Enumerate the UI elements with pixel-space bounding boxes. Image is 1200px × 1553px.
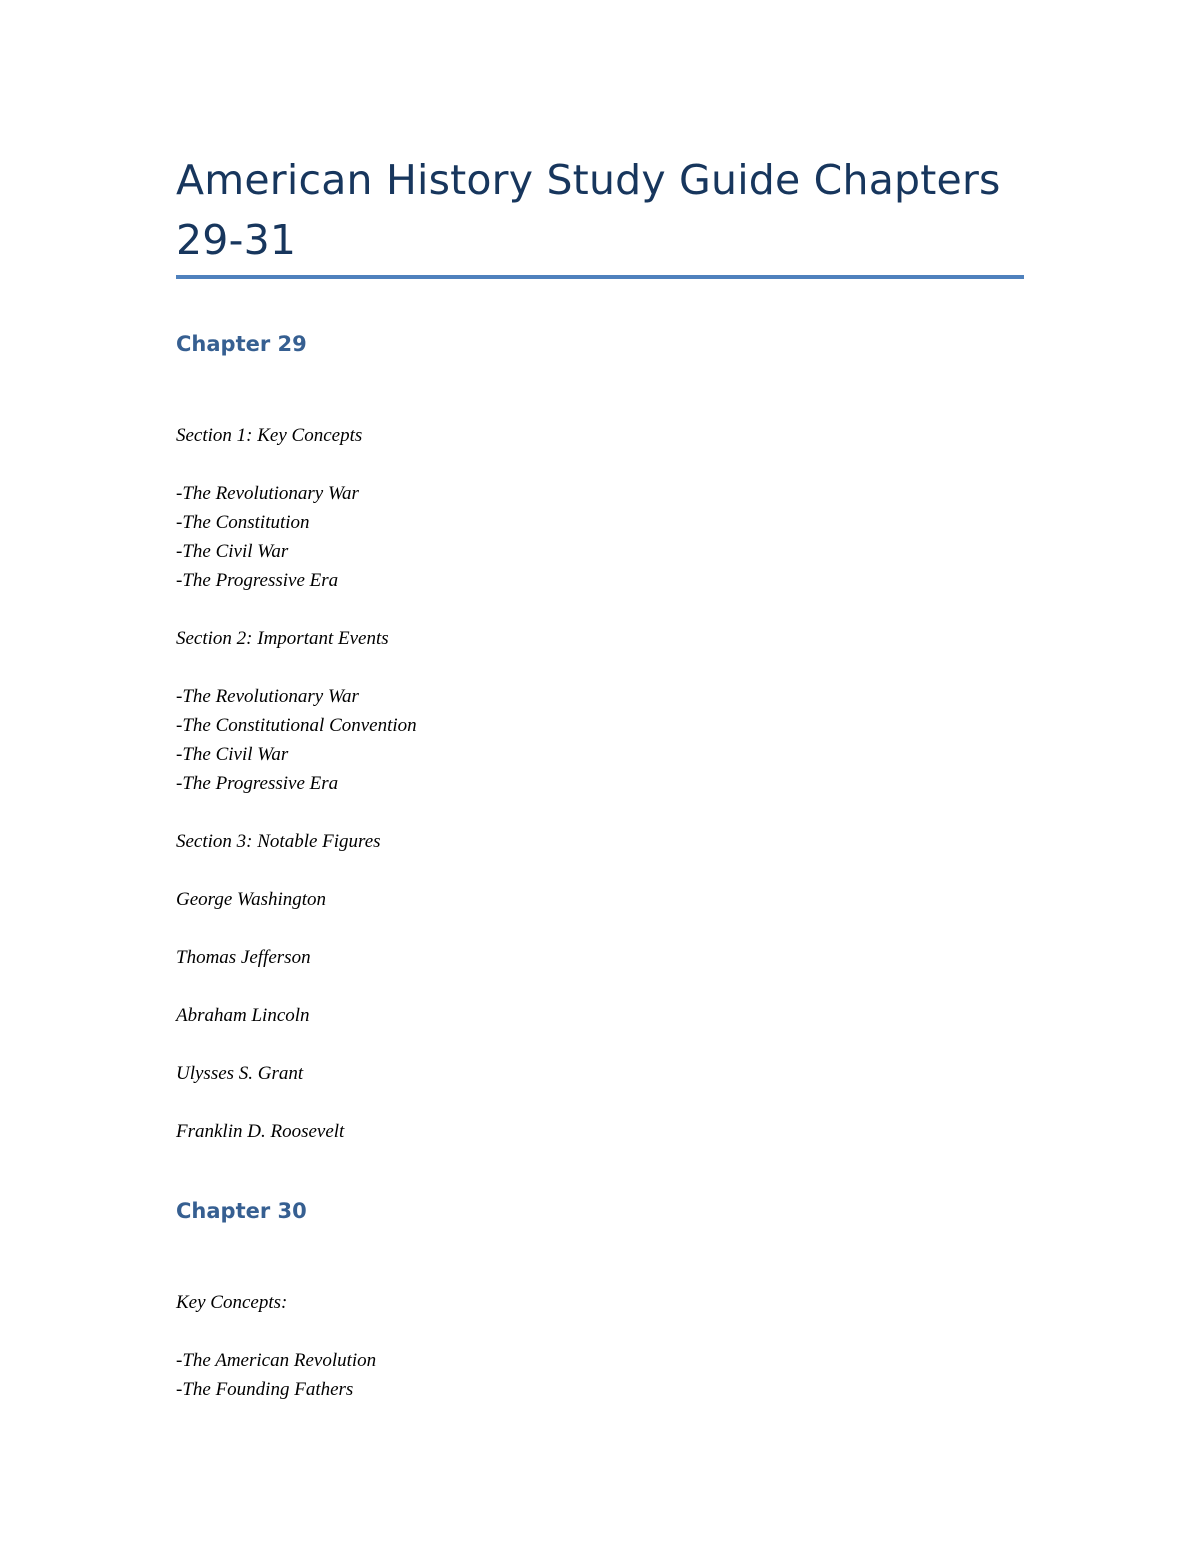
- notable-figure: Abraham Lincoln: [176, 1005, 310, 1026]
- notable-figure: Franklin D. Roosevelt: [176, 1121, 345, 1142]
- notable-figure: Thomas Jefferson: [176, 947, 311, 968]
- section-1-item: -The Progressive Era: [176, 570, 339, 591]
- section-1-heading: Section 1: Key Concepts: [176, 425, 363, 446]
- section-1-item: -The Civil War: [176, 541, 289, 562]
- chapter-30-heading: Chapter 30: [176, 1199, 307, 1223]
- chapter-30-item: -The American Revolution: [176, 1350, 377, 1371]
- notable-figure: Ulysses S. Grant: [176, 1063, 304, 1084]
- document-title: [176, 150, 1024, 270]
- section-2-heading: Section 2: Important Events: [176, 628, 389, 649]
- section-2-item: -The Constitutional Convention: [176, 715, 417, 736]
- chapter-29-heading: Chapter 29: [176, 332, 307, 356]
- section-2-item: -The Civil War: [176, 744, 289, 765]
- section-2-item: -The Progressive Era: [176, 773, 339, 794]
- section-3-heading: Section 3: Notable Figures: [176, 831, 381, 852]
- section-2-item: -The Revolutionary War: [176, 686, 359, 707]
- chapter-30-key-concepts-heading: Key Concepts:: [176, 1292, 288, 1313]
- document-title-line-2: 29-31: [176, 216, 297, 264]
- document-body: [176, 150, 1024, 1404]
- section-1-item: -The Constitution: [176, 512, 310, 533]
- title-underline-rule: [176, 275, 1024, 279]
- document-title-line-1: American History Study Guide Chapters: [176, 156, 1001, 204]
- chapter-30-item: -The Founding Fathers: [176, 1379, 354, 1400]
- section-1-item: -The Revolutionary War: [176, 483, 359, 504]
- notable-figure: George Washington: [176, 889, 327, 910]
